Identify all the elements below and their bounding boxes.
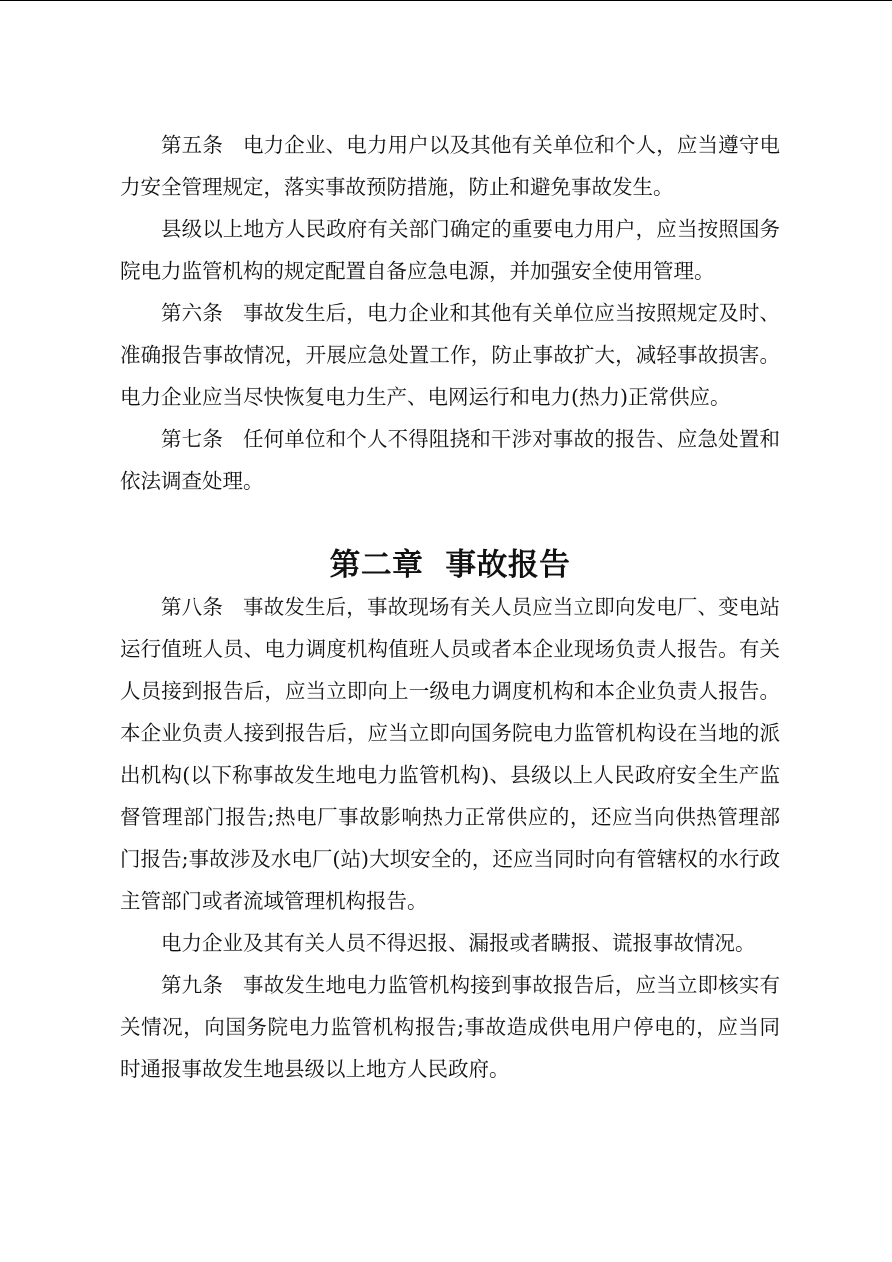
chapter-title: 事故报告: [445, 547, 571, 583]
article-text: 事故发生后，事故现场有关人员应当立即向发电厂、变电站运行值班人员、电力调度机构值班人员或者本企业现场负责人报告。有关人员接到报告后，应当立即向上一级电力调度机构和本企业负责人报告。本企业负责人接到报告后，应当立即向国务院电力监管机构设在当地的派出机构(以下称事故发生地电力监管机构)、县级以上人民政府安全生产监督管理部门报告;热电厂事故影响热力正常供应的，还应当向供热管理部门报告;事故涉及水电厂(站)大坝安全的，还应当同时向有管辖权的水行政主管部门或者流域管理机构报告。: [120, 595, 781, 913]
article-label: 第九条: [161, 973, 223, 997]
article-5-paragraph: [120, 124, 780, 208]
article-8-continuation-paragraph: [120, 922, 780, 964]
article-text: 事故发生地电力监管机构接到事故报告后，应当立即核实有关情况，向国务院电力监管机构报告;事故造成供电用户停电的，应当同时通报事故发生地县级以上地方人民政府。: [120, 973, 781, 1081]
article-text: 电力企业、电力用户以及其他有关单位和个人，应当遵守电力安全管理规定，落实事故预防措施，防止和避免事故发生。: [120, 133, 781, 199]
chapter-heading: [120, 544, 780, 586]
article-label: 第八条: [161, 595, 223, 619]
article-9-paragraph: [120, 964, 780, 1090]
article-8-paragraph: [120, 586, 780, 922]
article-7-paragraph: [120, 418, 780, 502]
article-label: 第六条: [161, 301, 223, 325]
page-top-border: [0, 0, 892, 1]
document-body: [120, 124, 780, 1090]
article-6-paragraph: [120, 292, 780, 418]
article-label: 第五条: [161, 133, 223, 157]
article-text: 电力企业及其有关人员不得迟报、漏报或者瞒报、谎报事故情况。: [161, 931, 756, 955]
article-text: 县级以上地方人民政府有关部门确定的重要电力用户，应当按照国务院电力监管机构的规定配置自备应急电源，并加强安全使用管理。: [120, 217, 780, 283]
chapter-number: 第二章: [329, 547, 424, 583]
article-text: 事故发生后，电力企业和其他有关单位应当按照规定及时、准确报告事故情况，开展应急处置工作，防止事故扩大，减轻事故损害。电力企业应当尽快恢复电力生产、电网运行和电力(热力)正常供应。: [120, 301, 781, 409]
article-5-continuation-paragraph: [120, 208, 780, 292]
article-label: 第七条: [161, 427, 223, 451]
article-text: 任何单位和个人不得阻挠和干涉对事故的报告、应急处置和依法调查处理。: [120, 427, 781, 493]
